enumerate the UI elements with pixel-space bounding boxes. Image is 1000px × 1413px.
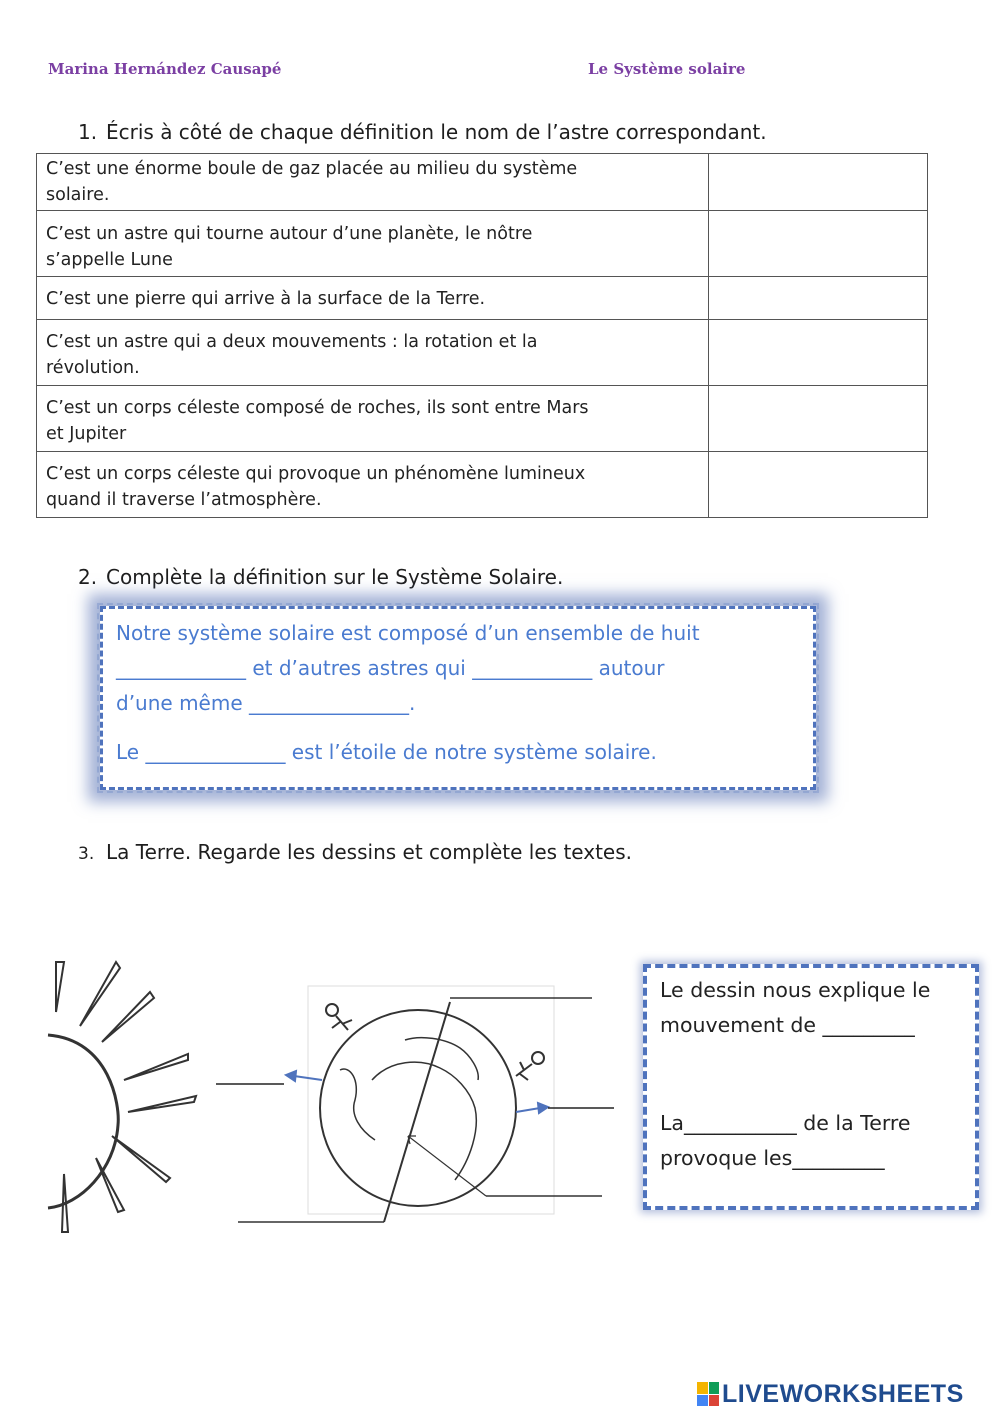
definition-line: quand il traverse l’atmosphère.	[46, 490, 322, 510]
definition-line: s’appelle Lune	[46, 250, 173, 270]
question-2-number: 2.	[78, 565, 98, 589]
table-row	[37, 154, 928, 211]
definition-line-1: Notre système solaire est composé d’un ensemble de huit	[116, 621, 700, 645]
earth-drawing	[238, 986, 602, 1222]
liveworksheets-logo	[697, 1379, 964, 1409]
definition-cell	[37, 320, 709, 386]
definitions-table	[36, 153, 928, 518]
definition-line-3[interactable]: d’une même ________________.	[116, 691, 416, 715]
answer-cell[interactable]	[709, 211, 928, 277]
box-line-3[interactable]: La___________ de la Terre	[660, 1111, 911, 1135]
definition-line: C’est une pierre qui arrive à la surface de la Terre.	[46, 289, 486, 309]
definition-cell	[37, 452, 709, 518]
box-line-4[interactable]: provoque les_________	[660, 1146, 885, 1170]
table-row	[37, 452, 928, 518]
box-line-1: Le dessin nous explique le	[660, 978, 931, 1002]
sun-drawing	[48, 962, 196, 1232]
box-line-2[interactable]: mouvement de _________	[660, 1013, 915, 1037]
answer-cell[interactable]	[709, 277, 928, 320]
definition-line: et Jupiter	[46, 424, 127, 444]
header-title: Le Système solaire	[588, 60, 746, 78]
answer-cell[interactable]	[709, 452, 928, 518]
table-row	[37, 320, 928, 386]
answer-cell[interactable]	[709, 320, 928, 386]
question-1-number: 1.	[78, 120, 98, 144]
definition-cell	[37, 154, 709, 211]
definition-line: C’est un astre qui tourne autour d’une planète, le nôtre	[46, 224, 533, 244]
question-1-title	[78, 120, 767, 144]
answer-cell[interactable]	[709, 154, 928, 211]
question-3-number: 3.	[78, 844, 95, 864]
table-row	[37, 277, 928, 320]
question-3-title	[78, 840, 632, 864]
definition-line: C’est un corps céleste composé de roches, ils sont entre Mars	[46, 398, 589, 418]
header-author: Marina Hernández Causapé	[48, 60, 282, 78]
definition-line: C’est une énorme boule de gaz placée au milieu du système	[46, 159, 578, 179]
definition-line-2[interactable]: _____________ et d’autres astres qui ____________ autour	[116, 656, 665, 680]
definition-cell	[37, 277, 709, 320]
logo-mark-icon	[697, 1382, 719, 1406]
question-3-text: La Terre. Regarde les dessins et complète les textes.	[106, 840, 632, 864]
definition-cell	[37, 386, 709, 452]
definition-line-4[interactable]: Le ______________ est l’étoile de notre système solaire.	[116, 740, 657, 764]
earth-movement-text	[660, 973, 965, 1176]
definition-line: solaire.	[46, 185, 110, 205]
definition-line: C’est un astre qui a deux mouvements : la rotation et la	[46, 332, 538, 352]
definition-cell	[37, 211, 709, 277]
table-row	[37, 211, 928, 277]
sun-earth-drawing	[0, 940, 640, 1240]
question-1-text: Écris à côté de chaque définition le nom de l’astre correspondant.	[106, 120, 767, 144]
answer-cell[interactable]	[709, 386, 928, 452]
definition-line: révolution.	[46, 358, 140, 378]
definition-line: C’est un corps céleste qui provoque un phénomène lumineux	[46, 464, 586, 484]
table-row	[37, 386, 928, 452]
question-2-title	[78, 565, 563, 589]
question-2-text: Complète la définition sur le Système Solaire.	[106, 565, 564, 589]
solar-system-definition	[116, 616, 806, 770]
logo-text: LIVEWORKSHEETS	[722, 1379, 964, 1408]
